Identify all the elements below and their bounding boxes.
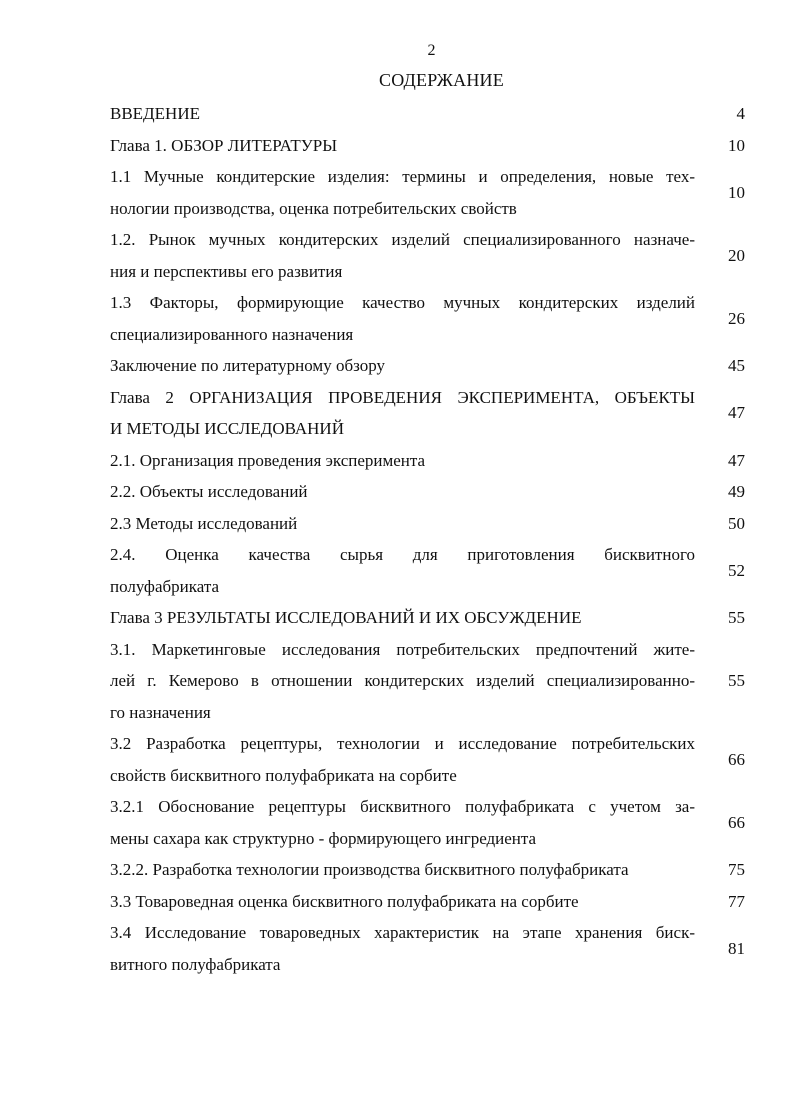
toc-entry — [110, 917, 745, 980]
toc-entry-line: мены сахара как структурно - формирующего ингредиента — [110, 828, 537, 848]
toc-entry-page: 50 — [728, 513, 745, 533]
toc-entry-line: полуфабриката — [110, 576, 220, 596]
toc-entry — [110, 161, 745, 224]
toc-entry-line: 1.3 Факторы, формирующие качество мучных кондитерских изделий — [110, 293, 695, 312]
table-of-contents — [110, 98, 745, 980]
toc-entry-page: 45 — [728, 356, 745, 375]
toc-entry-text — [110, 854, 695, 886]
toc-entry-text — [110, 445, 695, 477]
toc-entry-page: 47 — [728, 450, 745, 470]
toc-entry-line: специализированного назначения — [110, 324, 354, 344]
toc-entry-line: 1.2. Рынок мучных кондитерских изделий специализированного назначе- — [110, 230, 695, 249]
toc-entry — [110, 728, 745, 791]
toc-entry-page: 49 — [728, 482, 745, 501]
toc-entry-page: 55 — [728, 671, 745, 690]
toc-entry-line: И МЕТОДЫ ИССЛЕДОВАНИЙ — [110, 419, 344, 438]
toc-entry-text — [110, 917, 695, 980]
toc-entry-text — [110, 634, 695, 729]
toc-entry — [110, 634, 745, 729]
toc-entry-text — [110, 287, 695, 350]
toc-entry — [110, 508, 745, 540]
toc-entry-line: 2.4. Оценка качества сырья для приготовления бисквитного — [110, 545, 695, 564]
toc-entry-page: 55 — [728, 608, 745, 627]
toc-entry-text — [110, 602, 695, 634]
toc-entry-line: 3.4 Исследование товароведных характеристик на этапе хранения биск- — [110, 923, 695, 942]
toc-entry-page: 26 — [728, 308, 745, 328]
toc-entry-line: свойств бисквитного полуфабриката на сорбите — [110, 765, 457, 785]
page-title: СОДЕРЖАНИЕ — [379, 70, 504, 90]
toc-entry-text — [110, 539, 695, 602]
toc-entry-line: 1.1 Мучные кондитерские изделия: термины и определения, новые тех- — [110, 167, 695, 186]
toc-entry-line: Глава 2 ОРГАНИЗАЦИЯ ПРОВЕДЕНИЯ ЭКСПЕРИМЕНТА, ОБЪЕКТЫ — [110, 387, 695, 407]
toc-entry-line: 3.3 Товароведная оценка бисквитного полуфабриката на сорбите — [110, 891, 579, 911]
toc-entry-page: 4 — [736, 104, 745, 123]
toc-entry-line: 3.2.1 Обоснование рецептуры бисквитного полуфабриката с учетом за- — [110, 797, 695, 816]
toc-entry-text — [110, 508, 695, 540]
toc-entry-text — [110, 728, 695, 791]
toc-entry-line: Заключение по литературному обзору — [110, 356, 385, 375]
toc-entry-page: 66 — [728, 749, 745, 769]
toc-entry-line: лей г. Кемерово в отношении кондитерских изделий специализированно- — [110, 671, 695, 690]
toc-entry-page: 52 — [728, 560, 745, 580]
toc-entry-text — [110, 382, 695, 445]
toc-entry-text — [110, 98, 695, 130]
toc-entry-line: витного полуфабриката — [110, 954, 281, 974]
toc-entry-line: Глава 3 РЕЗУЛЬТАТЫ ИССЛЕДОВАНИЙ И ИХ ОБСУЖДЕНИЕ — [110, 608, 582, 627]
toc-entry-page: 81 — [728, 938, 745, 958]
toc-entry — [110, 130, 745, 162]
toc-entry-line: 2.3 Методы исследований — [110, 513, 298, 533]
toc-entry — [110, 382, 745, 445]
toc-entry-page: 10 — [728, 135, 745, 155]
toc-entry-text — [110, 886, 695, 918]
toc-entry — [110, 539, 745, 602]
toc-entry-page: 20 — [728, 245, 745, 265]
toc-entry-line: 2.2. Объекты исследований — [110, 482, 308, 501]
toc-entry-line: нологии производства, оценка потребительских свойств — [110, 198, 517, 218]
toc-entry-page: 10 — [728, 182, 745, 202]
toc-entry-line: ВВЕДЕНИЕ — [110, 104, 200, 123]
toc-entry — [110, 98, 745, 130]
toc-entry-text — [110, 224, 695, 287]
toc-entry-text — [110, 476, 695, 508]
toc-entry — [110, 224, 745, 287]
toc-entry-page: 75 — [728, 860, 745, 879]
toc-entry — [110, 602, 745, 634]
toc-entry — [110, 791, 745, 854]
page-number: 2 — [427, 42, 436, 59]
toc-entry-page: 77 — [728, 891, 745, 911]
toc-entry-line: ния и перспективы его развития — [110, 261, 343, 281]
toc-entry-page: 66 — [728, 812, 745, 832]
toc-entry-line: 2.1. Организация проведения эксперимента — [110, 450, 426, 470]
toc-entry-line: го назначения — [110, 702, 211, 722]
toc-entry — [110, 350, 745, 382]
toc-entry-text — [110, 350, 695, 382]
toc-entry-line: Глава 1. ОБЗОР ЛИТЕРАТУРЫ — [110, 135, 338, 155]
toc-entry — [110, 886, 745, 918]
toc-entry-text — [110, 161, 695, 224]
toc-entry-text — [110, 130, 695, 162]
toc-entry — [110, 476, 745, 508]
toc-entry — [110, 854, 745, 886]
toc-entry-page: 47 — [728, 403, 745, 423]
toc-entry-line: 3.2.2. Разработка технологии производства бисквитного полуфабриката — [110, 860, 629, 879]
toc-entry — [110, 287, 745, 350]
toc-entry — [110, 445, 745, 477]
toc-entry-line: 3.2 Разработка рецептуры, технологии и исследование потребительских — [110, 734, 695, 753]
toc-entry-text — [110, 791, 695, 854]
toc-entry-line: 3.1. Маркетинговые исследования потребительских предпочтений жите- — [110, 639, 695, 659]
